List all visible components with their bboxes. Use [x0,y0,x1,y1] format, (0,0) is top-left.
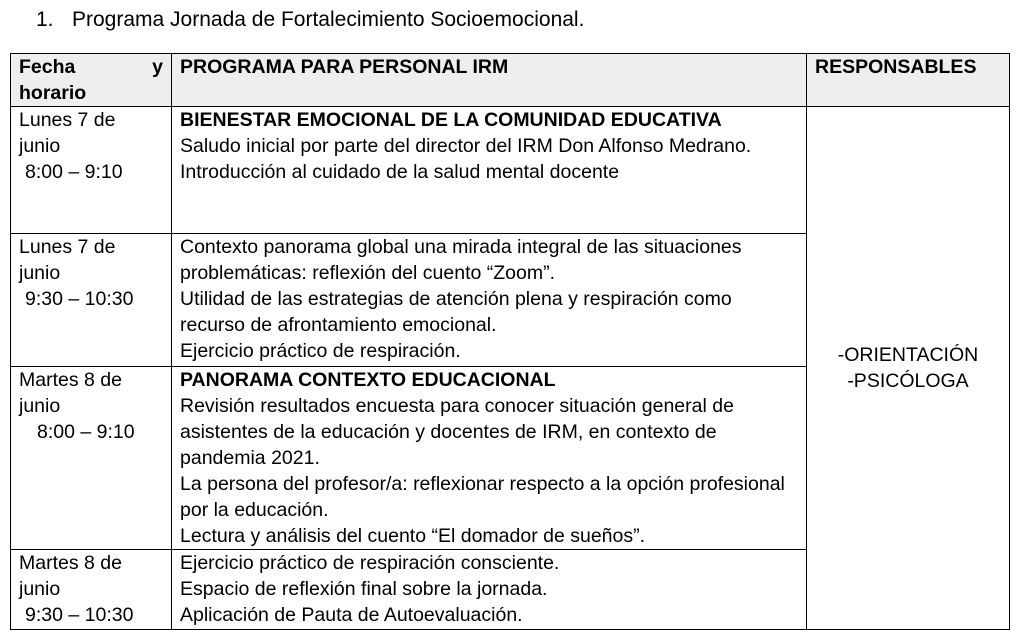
heading-number: 1. [36,8,54,31]
program-cell [172,107,807,234]
program-line: Ejercicio práctico de respiración consciente. [180,552,560,574]
date-day: Martes 8 de [19,552,122,574]
heading-title: Programa Jornada de Fortalecimiento Socioemocional. [72,8,585,31]
header-horario: horario [19,82,87,104]
date-month: junio [19,262,61,284]
program-line: Contexto panorama global una mirada integral de las situaciones problemáticas: reflexión del cuento “Zoom”. [180,236,742,284]
date-month: junio [19,135,61,157]
date-time: 8:00 – 9:10 [37,421,135,443]
program-title: PANORAMA CONTEXTO EDUCACIONAL [180,369,556,391]
program-line: Espacio de reflexión final sobre la jornada. [180,578,548,600]
date-cell [11,234,172,367]
date-day: Martes 8 de [19,369,122,391]
date-time: 9:30 – 10:30 [25,604,134,626]
table-row [11,107,1010,234]
program-cell [172,550,807,630]
section-heading [36,6,584,34]
program-title: BIENESTAR EMOCIONAL DE LA COMUNIDAD EDUCATIVA [180,109,722,131]
program-line: Ejercicio práctico de respiración. [180,340,461,362]
date-month: junio [19,578,61,600]
program-table [10,53,1010,630]
responsable-psicologa: -PSICÓLOGA [847,370,969,392]
header-responsables: RESPONSABLES [807,54,1010,107]
header-fecha-y: y [152,56,163,78]
responsables-cell [807,107,1010,630]
date-time: 9:30 – 10:30 [25,288,134,310]
header-fecha-word: Fecha [19,56,76,78]
date-day: Lunes 7 de [19,109,116,131]
program-line: Utilidad de las estrategias de atención plena y respiración como recurso de afrontamiento emocional. [180,288,732,336]
program-line: Lectura y análisis del cuento “El domador de sueños”. [180,525,646,547]
program-cell [172,234,807,367]
program-line: Saludo inicial por parte del director del IRM Don Alfonso Medrano. [180,135,752,157]
header-fecha [11,54,172,107]
responsable-orientacion: -ORIENTACIÓN [837,344,979,366]
date-cell [11,550,172,630]
program-line: Introducción al cuidado de la salud mental docente [180,161,620,183]
date-cell [11,367,172,550]
date-day: Lunes 7 de [19,236,116,258]
date-time: 8:00 – 9:10 [25,161,123,183]
header-programa: PROGRAMA PARA PERSONAL IRM [172,54,807,107]
table-header-row [11,54,1010,107]
program-line: Revisión resultados encuesta para conocer situación general de asistentes de la educación y docentes de IRM, en contexto de pandemia 2021. [180,395,734,469]
date-month: junio [19,395,61,417]
program-line: La persona del profesor/a: reflexionar respecto a la opción profesional por la educación. [180,473,785,521]
date-cell [11,107,172,234]
program-line: Aplicación de Pauta de Autoevaluación. [180,604,523,626]
program-cell [172,367,807,550]
